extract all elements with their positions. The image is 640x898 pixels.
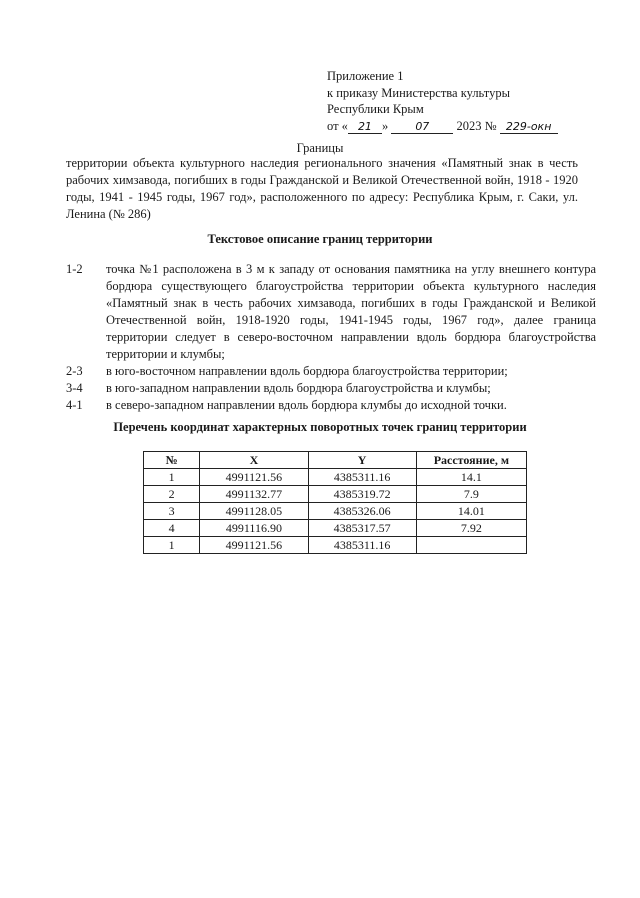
table-header-row bbox=[144, 452, 527, 469]
segment-text: в северо-западном направлении вдоль бордюра клумбы до исходной точки. bbox=[106, 398, 507, 412]
appendix-order-ref: к приказу Министерства культуры bbox=[327, 85, 510, 100]
segment-label: 4-1 bbox=[66, 398, 83, 412]
description-row bbox=[66, 380, 596, 397]
segment-label: 1-2 bbox=[66, 262, 83, 276]
description-row bbox=[66, 261, 596, 363]
segment-text: в юго-восточном направлении вдоль бордюра благоустройства территории; bbox=[106, 364, 508, 378]
header-number: № bbox=[144, 452, 200, 469]
segment-label: 3-4 bbox=[66, 381, 83, 395]
cell-number: 4 bbox=[144, 520, 200, 537]
cell-distance bbox=[416, 537, 526, 554]
document-title: Границы bbox=[296, 141, 344, 155]
cell-x: 4991132.77 bbox=[200, 486, 308, 503]
table-row bbox=[144, 486, 527, 503]
cell-x: 4991116.90 bbox=[200, 520, 308, 537]
description-row bbox=[66, 397, 596, 414]
date-month-field bbox=[391, 120, 453, 134]
description-row bbox=[66, 363, 596, 380]
header-distance: Расстояние, м bbox=[416, 452, 526, 469]
table-row bbox=[144, 537, 527, 554]
cell-number: 2 bbox=[144, 486, 200, 503]
description-heading: Текстовое описание границ территории bbox=[207, 232, 433, 246]
order-number: 229-окн bbox=[505, 119, 552, 133]
cell-y: 4385311.16 bbox=[308, 537, 416, 554]
segment-text: точка №1 расположена в 3 м к западу от основания памятника на углу внешнего контура бордюра существующего благоустройства территории объекта культурного наследия «Памятный знак в честь рабочих химзавода, погибших в годы Гражданской и Великой Отечественной войн, 1918-1920 годы, 1941-1945 годы, 1967 год», далее граница территории следует в северо-восточном направлении вдоль бордюра благоустройства территории и клумбы; bbox=[106, 262, 596, 361]
cell-y: 4385317.57 bbox=[308, 520, 416, 537]
cell-y: 4385311.16 bbox=[308, 469, 416, 486]
coordinates-heading: Перечень координат характерных поворотных точек границ территории bbox=[113, 420, 527, 434]
date-month: 07 bbox=[415, 119, 430, 133]
number-prefix: № bbox=[484, 118, 497, 133]
boundary-description bbox=[66, 261, 596, 414]
cell-number: 3 bbox=[144, 503, 200, 520]
appendix-title: Приложение 1 bbox=[327, 69, 404, 83]
date-day: 21 bbox=[357, 119, 372, 133]
table-row bbox=[144, 503, 527, 520]
coordinates-table bbox=[143, 451, 527, 554]
segment-label: 2-3 bbox=[66, 364, 83, 378]
table-row bbox=[144, 520, 527, 537]
appendix-header bbox=[327, 68, 558, 134]
order-number-field bbox=[500, 120, 558, 134]
cell-distance: 14.01 bbox=[416, 503, 526, 520]
table-row bbox=[144, 469, 527, 486]
cell-distance: 7.92 bbox=[416, 520, 526, 537]
cell-x: 4991128.05 bbox=[200, 503, 308, 520]
date-prefix: от « bbox=[327, 118, 348, 133]
header-x: X bbox=[200, 452, 308, 469]
cell-x: 4991121.56 bbox=[200, 469, 308, 486]
date-day-field bbox=[348, 120, 382, 134]
segment-text: в юго-западном направлении вдоль бордюра благоустройства и клумбы; bbox=[106, 381, 491, 395]
appendix-region: Республики Крым bbox=[327, 102, 424, 116]
document-intro: территории объекта культурного наследия регионального значения «Памятный знак в честь рабочих химзавода, погибших в годы Гражданской и Великой Отечественной войн, 1918 - 1920 годы, 1941 - 1945 годы, 1967 год», расположенного по адресу: Республика Крым, г. Саки, ул. Ленина (№ 286) bbox=[66, 156, 578, 221]
cell-number: 1 bbox=[144, 469, 200, 486]
cell-number: 1 bbox=[144, 537, 200, 554]
cell-distance: 7.9 bbox=[416, 486, 526, 503]
appendix-date-line bbox=[327, 118, 558, 135]
cell-distance: 14.1 bbox=[416, 469, 526, 486]
header-y: Y bbox=[308, 452, 416, 469]
cell-y: 4385326.06 bbox=[308, 503, 416, 520]
date-year: 2023 bbox=[456, 118, 482, 133]
date-mid: » bbox=[381, 118, 389, 133]
cell-x: 4991121.56 bbox=[200, 537, 308, 554]
cell-y: 4385319.72 bbox=[308, 486, 416, 503]
